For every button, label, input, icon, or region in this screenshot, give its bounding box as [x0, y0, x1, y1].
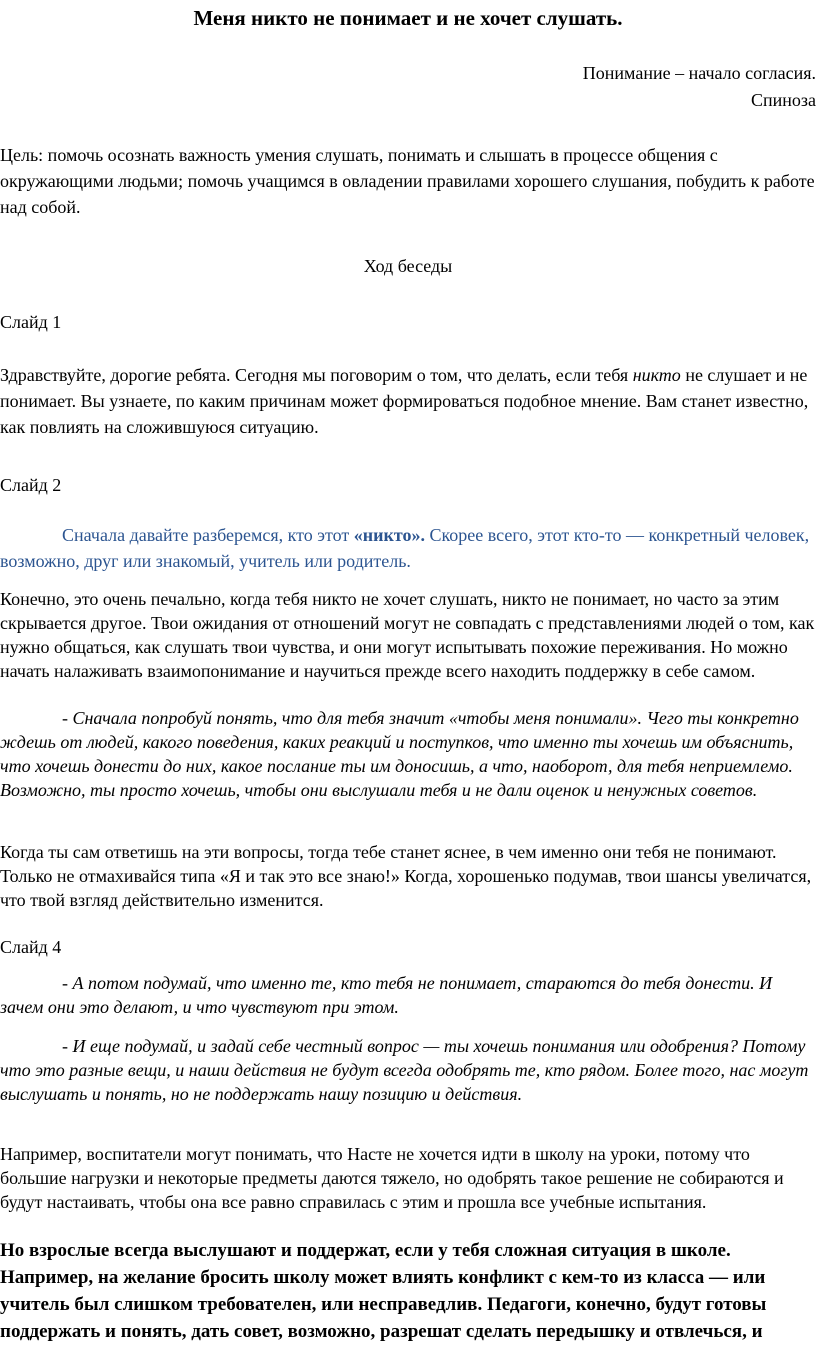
slide-1-paragraph — [0, 362, 816, 440]
slide-1-text-end: не слушает и не понимает. Вы узнаете, по каким причинам может формироваться подобное мнение. Вам станет известно, как повлиять на сложившуюся ситуацию. — [0, 365, 809, 437]
slide-4-bold-paragraph: Но взрослые всегда выслушают и поддержат, если у тебя сложная ситуация в школе. Например, на желание бросить школу может влиять конфликт с кем-то из класса — или учитель был слишком требователен, или несправедлив. Педагоги, конечно, будут готовы поддержать и понять, дать совет, возможно, разрешат сделать передышку и отвлечься, и — [0, 1240, 767, 1342]
goal-paragraph: Цель: помочь осознать важность умения слушать, понимать и слышать в процессе общения с окружающими людьми; помочь учащимся в овладении правилами хорошего слушания, побудить к работе над собой. — [0, 145, 815, 217]
slide-4-italic-text-1: А потом подумай, что именно те, кто тебя не понимает, стараются до тебя донести. И зачем они это делают, и что чувствуют при этом. — [0, 973, 773, 1017]
slide-4-italic-paragraph-2 — [0, 1034, 816, 1106]
slide-4-dash-2: - — [62, 1036, 73, 1056]
slide-2-italic-text: Сначала попробуй понять, что для тебя значит «чтобы меня понимали». Чего ты конкретно ждешь от людей, какого поведения, каких реакций и поступков, что именно ты хочешь им объяснить, что хочешь донести до них, какое послание ты им доносишь, а что, наоборот, для тебя неприемлемо. Возможно, ты просто хочешь, чтобы они выслушали тебя и не дали оценок и ненужных советов. — [0, 708, 799, 800]
slide-2-blue-end: Скорее всего, этот кто-то — конкретный человек, возможно, друг или знакомый, учитель или родитель. — [0, 525, 810, 571]
slide-2-blue-bold: «никто». — [353, 525, 425, 545]
slide-1-text-start: Здравствуйте, дорогие ребята. Сегодня мы поговорим о том, что делать, если тебя — [0, 365, 633, 385]
slide-4-italic-paragraph-1 — [0, 971, 816, 1019]
slide-2-dash: - — [62, 708, 73, 728]
section-heading: Ход беседы — [363, 256, 453, 276]
slide-1-label: Слайд 1 — [0, 312, 62, 332]
slide-2-paragraph-1: Конечно, это очень печально, когда тебя никто не хочет слушать, никто не понимает, но часто за этим скрывается другое. Твои ожидания от отношений могут не совпадать с представлениями людей о том, как нужно общаться, как слушать твои чувства, и они могут испытывать похожие переживания. Но можно начать налаживать взаимопонимание и научиться прежде всего находить поддержку в себе самом. — [0, 589, 815, 681]
slide-2-paragraph-2: Когда ты сам ответишь на эти вопросы, тогда тебе станет яснее, в чем именно они тебя не понимают. Только не отмахивайся типа «Я и так это все знаю!» Когда, хорошенько подумав, твои шансы увеличатся, что твой взгляд действительно изменится. — [0, 842, 812, 910]
slide-2-label: Слайд 2 — [0, 475, 62, 495]
slide-4-italic-text-2: И еще подумай, и задай себе честный вопрос — ты хочешь понимания или одобрения? Потому что это разные вещи, и наши действия не будут всегда одобрять те, кто рядом. Более того, нас могут выслушать и понять, но не поддержать нашу позицию и действия. — [0, 1036, 809, 1104]
slide-2-blue-start: Сначала давайте разберемся, кто этот — [62, 525, 354, 545]
slide-4-paragraph-1: Например, воспитатели могут понимать, что Насте не хочется идти в школу на уроки, потому что большие нагрузки и некоторые предметы даются тяжело, но одобрять такое решение не собираются и будут настаивать, чтобы она все равно справилась с этим и прошла все учебные испытания. — [0, 1144, 784, 1212]
slide-4-label: Слайд 4 — [0, 937, 62, 957]
epigraph-author: Спиноза — [750, 90, 816, 110]
epigraph-quote: Понимание – начало согласия. — [582, 63, 816, 83]
slide-2-blue-paragraph — [0, 522, 816, 574]
slide-4-dash-1: - — [62, 973, 73, 993]
slide-2-italic-paragraph — [0, 706, 816, 802]
slide-1-italic-word: никто — [632, 365, 681, 385]
page-title: Меня никто не понимает и не хочет слушать. — [193, 6, 623, 30]
